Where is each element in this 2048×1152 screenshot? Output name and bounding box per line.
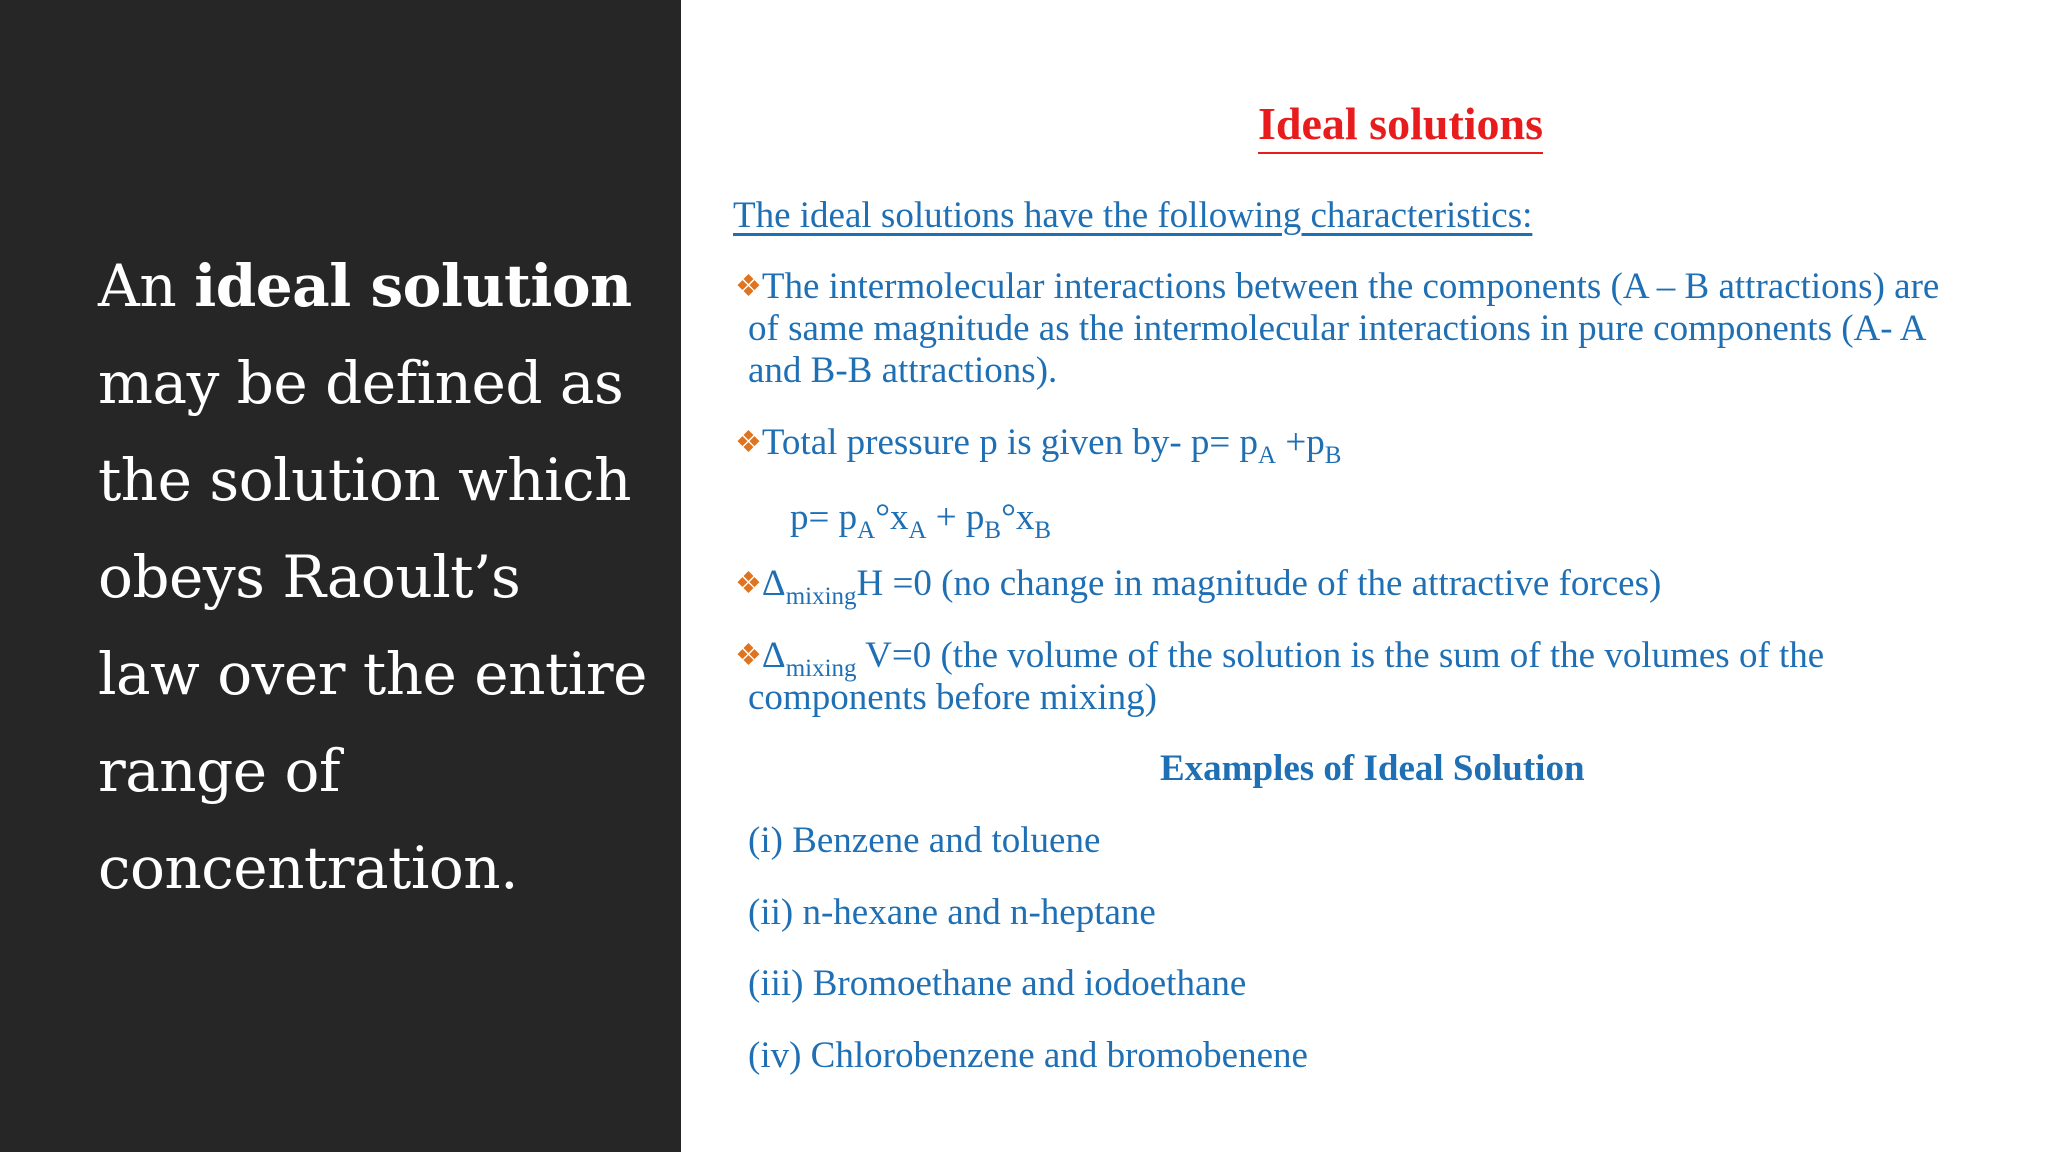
left-panel bbox=[0, 0, 681, 1152]
raoult-formula: $p= p_A^\circ x_A + p_B^\circ x_B$ bbox=[790, 497, 1052, 544]
definition-line-5: law over the entire bbox=[98, 640, 647, 708]
diamond-bullet-icon: ❖ bbox=[735, 270, 762, 303]
definition-line-1: An ideal solution bbox=[98, 252, 632, 320]
bullet-total-pressure: ❖Total pressure p is given by- $p= p_A +p_B$ bbox=[735, 422, 1342, 469]
example-item: (iv) Chlorobenzene and bromobenene bbox=[748, 1035, 1308, 1076]
definition-line-2: may be defined as bbox=[98, 349, 624, 417]
definition-line-4: obeys Raoult’s bbox=[98, 543, 521, 611]
example-item: (ii) n-hexane and n-heptane bbox=[748, 892, 1156, 933]
example-item: (i) Benzene and toluene bbox=[748, 820, 1101, 861]
examples-heading: Examples of Ideal Solution bbox=[1160, 748, 1585, 789]
definition-line-7: concentration. bbox=[98, 834, 519, 902]
ideal-solution-term: ideal solution bbox=[194, 252, 632, 320]
definition-text bbox=[98, 238, 658, 917]
bullet-enthalpy: $❖\Delta_{mixing}H =0$ (no change in magnitude of the attractive forces) bbox=[735, 563, 1662, 610]
diamond-bullet-icon: ❖ bbox=[735, 426, 762, 459]
intro-text: The ideal solutions have the following characteristics: bbox=[733, 195, 1533, 236]
definition-line-3: the solution which bbox=[98, 446, 631, 514]
diamond-bullet-icon: ❖ bbox=[735, 639, 762, 672]
diamond-bullet-icon: ❖ bbox=[735, 567, 762, 600]
definition-line-6: range of bbox=[98, 737, 340, 805]
example-item: (iii) Bromoethane and iodoethane bbox=[748, 963, 1247, 1004]
slide-title: Ideal solutions bbox=[1258, 96, 1543, 154]
bullet-interactions: ❖The intermolecular interactions between the components (A – B attractions) are of same magnitude as the intermolecular interactions in pure components (A- A and B-B attractions). bbox=[735, 266, 1940, 391]
bullet-volume: $❖\Delta_{mixing}$ V=0 (the volume of the solution is the sum of the volumes of the components before mixing) bbox=[735, 635, 1825, 718]
